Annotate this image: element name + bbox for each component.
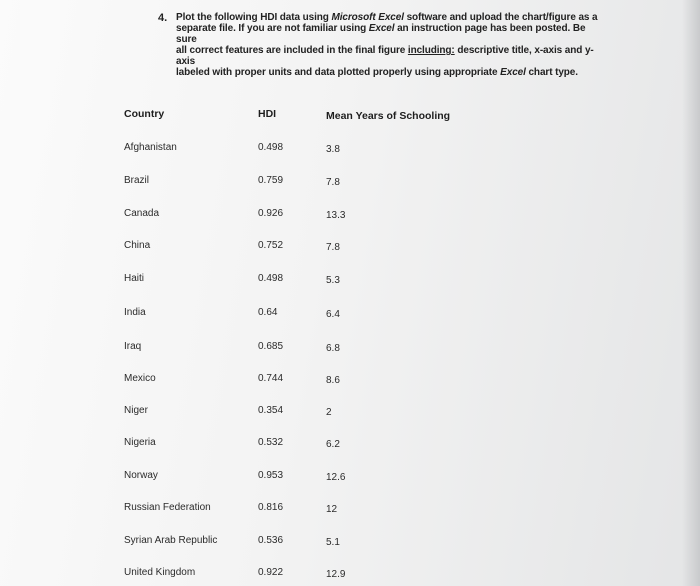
page-edge-shadow — [682, 0, 700, 586]
header-mean-years-schooling: Mean Years of Schooling — [326, 110, 451, 122]
country-cell: Iraq — [124, 341, 142, 352]
schooling-cell: 5.3 — [326, 275, 340, 286]
country-cell: Brazil — [124, 175, 150, 186]
schooling-cell: 13.3 — [326, 210, 346, 221]
hdi-cell: 0.354 — [258, 405, 284, 416]
schooling-cell: 6.8 — [326, 343, 340, 354]
country-cell: United Kingdom — [124, 567, 196, 578]
schooling-cell: 6.4 — [326, 309, 340, 320]
country-cell: Canada — [124, 208, 160, 219]
hdi-cell: 0.498 — [258, 142, 284, 153]
schooling-cell: 12.9 — [326, 569, 346, 580]
schooling-cell: 7.8 — [326, 177, 340, 188]
schooling-cell: 8.6 — [326, 375, 340, 386]
country-cell: Norway — [124, 470, 158, 481]
hdi-cell: 0.759 — [258, 175, 284, 186]
country-cell: Niger — [124, 405, 148, 416]
country-cell: Mexico — [124, 373, 156, 384]
country-cell: Russian Federation — [124, 502, 211, 513]
header-country: Country — [124, 108, 165, 120]
header-hdi: HDI — [258, 108, 277, 120]
country-cell: Syrian Arab Republic — [124, 535, 218, 546]
question-line-3: all correct features are included in the final figure including: descriptive title, x-axis and y-axis — [176, 45, 594, 67]
schooling-cell: 3.8 — [326, 144, 340, 155]
hdi-cell: 0.744 — [258, 373, 284, 384]
hdi-cell: 0.685 — [258, 341, 284, 352]
question-text — [176, 12, 606, 78]
hdi-cell: 0.926 — [258, 208, 284, 219]
question-line-4: labeled with proper units and data plotted properly using appropriate Excel chart type. — [176, 67, 578, 78]
question-line-1: Plot the following HDI data using Microsoft Excel software and upload the chart/figure as a — [176, 12, 598, 23]
question-number: 4. — [158, 12, 168, 24]
hdi-cell: 0.498 — [258, 273, 284, 284]
country-cell: China — [124, 240, 151, 251]
hdi-cell: 0.953 — [258, 470, 284, 481]
schooling-cell: 2 — [326, 407, 332, 418]
schooling-cell: 5.1 — [326, 537, 340, 548]
hdi-cell: 0.922 — [258, 567, 284, 578]
hdi-cell: 0.816 — [258, 502, 284, 513]
country-cell: Haiti — [124, 273, 145, 284]
hdi-cell: 0.64 — [258, 307, 278, 318]
country-cell: Afghanistan — [124, 142, 177, 153]
country-cell: Nigeria — [124, 437, 156, 448]
schooling-cell: 6.2 — [326, 439, 340, 450]
question-line-2: separate file. If you are not familiar using Excel an instruction page has been posted. Be sure — [176, 23, 586, 45]
hdi-cell: 0.532 — [258, 437, 284, 448]
hdi-cell: 0.536 — [258, 535, 284, 546]
country-cell: India — [124, 307, 146, 318]
hdi-cell: 0.752 — [258, 240, 284, 251]
schooling-cell: 12.6 — [326, 472, 346, 483]
schooling-cell: 7.8 — [326, 242, 340, 253]
schooling-cell: 12 — [326, 504, 338, 515]
